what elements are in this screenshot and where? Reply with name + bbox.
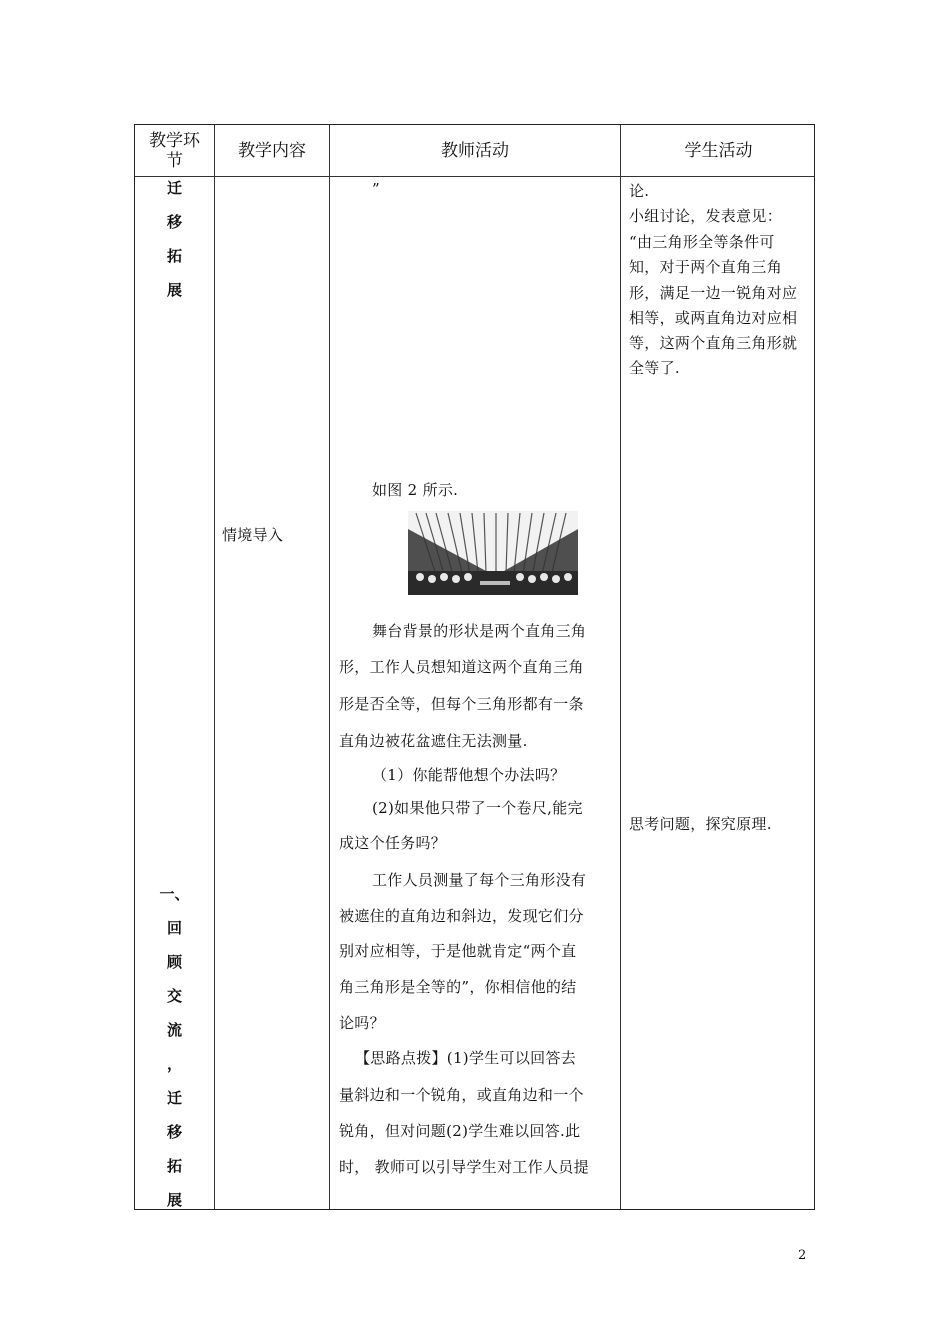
teacher-text-line: 形是否全等，但每个三角形都有一条 [339, 695, 584, 713]
section-char: 展 [166, 281, 182, 299]
header-col-section [135, 125, 214, 176]
section-char: 一、 [159, 885, 190, 903]
teacher-text-line: 锐角，但对问题(2)学生难以回答.此 [339, 1122, 581, 1140]
teacher-text-line: 量斜边和一个锐角，或直角边和一个 [339, 1086, 584, 1104]
column-divider [620, 125, 621, 1209]
section-char: 移 [166, 1123, 182, 1141]
header-col-student: 学生活动 [684, 140, 753, 161]
teacher-text-line: （1）你能帮他想个办法吗？ [372, 766, 566, 784]
header-col-section-line1: 教学环 [149, 130, 200, 151]
teacher-text-line: 被遮住的直角边和斜边，发现它们分 [339, 907, 584, 925]
student-text-line: 小组讨论，发表意见： [629, 207, 783, 225]
header-divider [135, 176, 814, 177]
student-text-line: 论. [629, 182, 650, 200]
section-char: 拓 [166, 247, 182, 265]
quote-mark: ” [372, 180, 380, 198]
header-col-section-line2: 节 [166, 150, 183, 171]
teacher-text-line: 直角边被花盆遮住无法测量. [339, 732, 528, 750]
student-text-line: “由三角形全等条件可 [629, 233, 775, 251]
figure-reference: 如图 2 所示. [372, 481, 459, 499]
student-text-line: 形，满足一边一锐角对应 [629, 284, 798, 302]
column-divider [214, 125, 215, 1209]
section-char: 拓 [166, 1157, 182, 1175]
student-text-line: 相等，或两直角边对应相 [629, 309, 798, 327]
teacher-text-line: 角三角形是全等的”，你相信他的结 [339, 978, 577, 996]
student-text-line: 知，对于两个直角三角 [629, 258, 783, 276]
teacher-text-line: 形，工作人员想知道这两个直角三角 [339, 658, 584, 676]
student-text-line: 思考问题，探究原理. [629, 815, 772, 833]
section-char: 展 [166, 1191, 182, 1209]
teacher-text-line: 【思路点拨】(1)学生可以回答去 [355, 1049, 577, 1067]
section-char: 移 [166, 213, 182, 231]
teacher-text-line: 别对应相等，于是他就肯定“两个直 [339, 942, 577, 960]
section-char: 交 [166, 987, 182, 1005]
column-divider [329, 125, 330, 1209]
content-item: 情境导入 [222, 526, 284, 544]
student-text-line: 等，这两个直角三角形就 [629, 334, 798, 352]
section-char: 迁 [166, 1089, 182, 1107]
teacher-text-line: 舞台背景的形状是两个直角三角 [372, 622, 587, 640]
header-col-content: 教学内容 [238, 140, 306, 161]
teacher-text-line: 时， 教师可以引导学生对工作人员提 [339, 1158, 589, 1176]
page-number: 2 [798, 1248, 807, 1263]
teacher-text-line: 成这个任务吗？ [339, 834, 447, 852]
section-char: 回 [166, 919, 182, 937]
stage-photo [408, 511, 578, 595]
section-char: ， [166, 1055, 182, 1073]
section-char: 流 [166, 1021, 182, 1039]
stage-photo-image [408, 511, 578, 595]
teacher-text-line: 论吗？ [339, 1014, 385, 1032]
student-text-line: 全等了. [629, 359, 680, 377]
header-col-teacher: 教师活动 [441, 140, 509, 161]
teacher-text-line: 工作人员测量了每个三角形没有 [372, 871, 587, 889]
section-char: 迁 [166, 179, 182, 197]
teacher-text-line: (2)如果他只带了一个卷尺,能完 [372, 799, 583, 817]
section-char: 顾 [166, 953, 182, 971]
